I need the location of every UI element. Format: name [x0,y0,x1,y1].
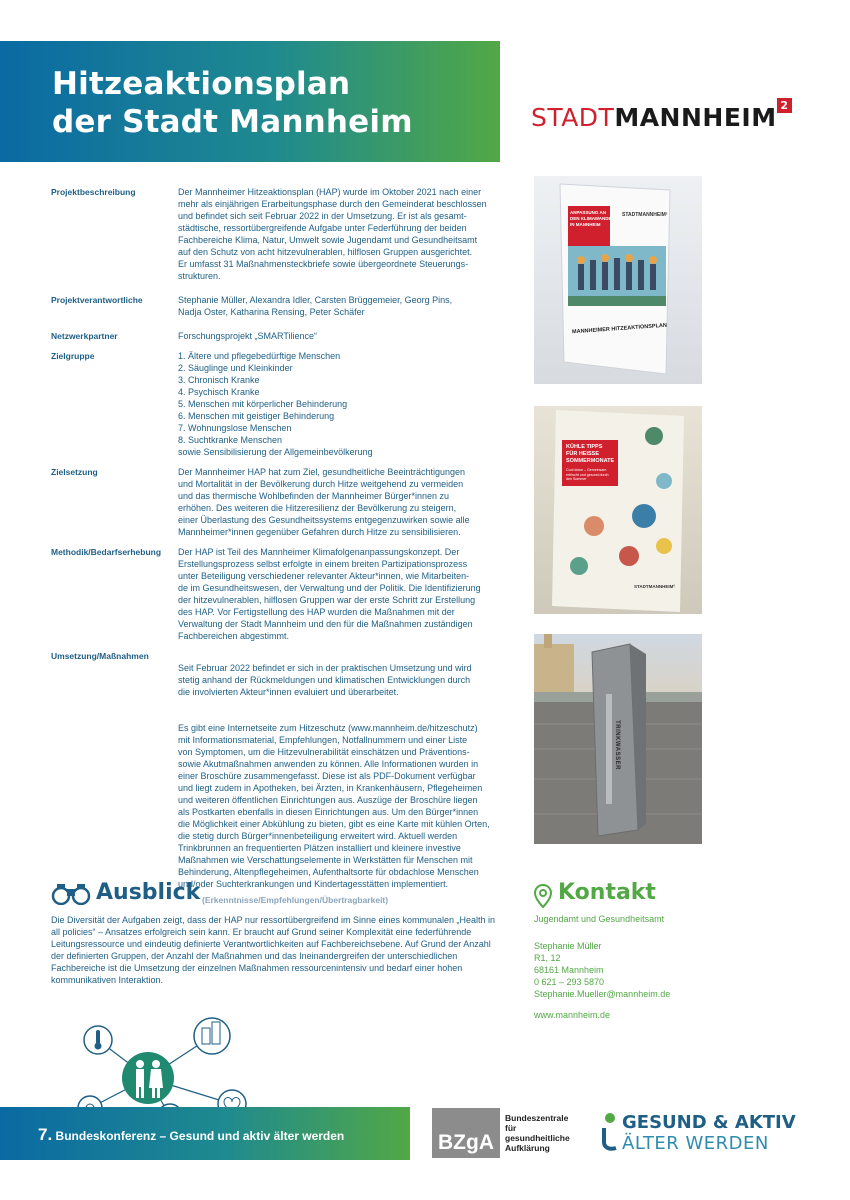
footer-bar [0,1107,410,1160]
bzga-text: Bundeszentrale für gesundheitliche Aufklärung [505,1113,570,1153]
binoculars-icon [51,883,91,905]
row-label: Netzwerkpartner [51,331,118,341]
photo-hitzeaktionsplan-brochure [534,176,702,384]
row-zielsetzung [51,466,503,550]
row-methodik [51,546,503,654]
logo-superscript: 2 [777,98,792,113]
row-umsetzung [51,650,503,914]
kontakt-heading: Kontakt [558,880,656,905]
row-label: Zielsetzung [51,467,98,477]
elderly-couple-icon [122,1052,174,1104]
photo-trinkwasser-fountain [534,634,702,844]
project-info [51,186,503,920]
tips-title: KÜHLE TIPPS FÜR HEISSE SOMMERMONATE [566,444,615,464]
row-text: Forschungsprojekt „SMARTilience“ [178,331,318,341]
row-projektverantwortliche [51,294,503,330]
kontakt-details [534,913,670,1021]
footer-conference [38,1125,344,1145]
kontakt-web[interactable]: www.mannheim.de [534,1010,611,1020]
logo-part-stadt: STADT [531,103,615,132]
kontakt-address-2: 68161 Mannheim [534,965,604,975]
photo-kuehle-tipps-brochure [534,406,702,614]
row-text: Der Mannheimer Hitzeaktionsplan (HAP) wurde im Oktober 2021 nach einer mehr als einjährigen Erarbeitungsphase durch den Gemeinderat beschlossen und befindet sich seit Februar 2022 in der Umsetzung. Er ist als gesamt- städtische, ressortübergreifende Aufgabe unter Federführung der beiden Fachbereiche Klima, Natur, Umwelt sowie Jugendamt und Gesundheitsamt auf den Schutz von acht hitzevulnerablen, hilflosen Gruppen ausgerichtet. Er umfasst 31 Maßnahmensteckbriefe sowie übergeordnete Steuerungs- strukturen. [178,187,487,281]
page-title [52,65,413,141]
fountain-label: TRINKWASSER [613,720,620,770]
brochure-cover-text: ANPASSUNG AN DEN KLIMAWANDEL IN MANNHEIM [570,210,615,227]
kontakt-email[interactable]: Stephanie.Mueller@mannheim.de [534,989,671,999]
gaaw-line-1: GESUND & AKTIV [622,1112,796,1133]
kontakt-phone: 0 621 – 293 5870 [534,977,605,987]
ausblick-subheading: (Erkenntnisse/Empfehlungen/Übertragbarkeit) [202,895,389,905]
bzga-logo: BZgA [432,1108,500,1158]
tips-brand: STADTMANNHEIM² [634,584,675,589]
row-text: Stephanie Müller, Alexandra Idler, Carsten Brüggemeier, Georg Pins, Nadja Oster, Katharina Rensing, Peter Schäfer [178,295,453,317]
row-label: Projektbeschreibung [51,187,136,197]
kontakt-org: Jugendamt und Gesundheitsamt [534,914,665,924]
gesund-aktiv-mark-icon [600,1110,620,1154]
tips-brochure-illustration [534,406,702,614]
row-label: Zielgruppe [51,351,95,361]
brochure-brand: STADTMANNHEIM² [622,212,668,218]
tips-subtitle: Cool down – Gemeinsam erfrischt und gesund durch den Sommer [566,468,609,482]
row-label: Projektverantwortliche [51,295,143,305]
ausblick-heading: Ausblick [96,880,201,905]
footer-number: 7. [38,1125,53,1144]
brochure-illustration [534,176,702,384]
row-text: Es gibt eine Internetseite zum Hitzeschutz (www.mannheim.de/hitzeschutz) mit Informationsmaterial, Empfehlungen, Notfallnummern und einer Liste von Symptomen, um die Hitzevulnerabilität einschätzen und Präventions- sowie Akutmaßnahmen anwenden zu können. Alle Informationen wurden in einer Broschüre zusammengefasst. Diese ist als PDF-Dokument verfügbar und liegt zudem in Apotheken, bei Ärzten, in Krankenhäusern, Pflegeheimen und weiteren öffentlichen Einrichtungen aus. Auszüge der Broschüre liegen als Postkarten ebenfalls in diesen Einrichtungen aus. Um den Bürger*innen die Möglichkeit einer Abkühlung zu bieten, gibt es eine Karte mit kühlen Orten, die stetig durch Bürger*innenbeteiligung erweitert wird. Aktuell werden Trinkbrunnen an frequentierten Plätzen installiert und kleinere investive Maßnahmen wie Verschattungselemente in Werkstätten für Menschen mit Behinderung, Altenpflegeheimen, Aufenthaltsorte für obdachlose Menschen und/oder Suchterkrankungen und Kindertagesstätten implementiert. [178,723,490,889]
title-line-1: Hitzeaktionsplan [52,66,351,102]
kontakt-address-1: R1, 12 [534,953,561,963]
title-line-2: der Stadt Mannheim [52,104,413,140]
brochure-bottom-text: MANNHEIMER HITZEAKTIONSPLAN [571,322,668,336]
kontakt-name: Stephanie Müller [534,941,602,951]
gaaw-line-2: ÄLTER WERDEN [622,1133,769,1154]
ausblick-text: Die Diversität der Aufgaben zeigt, dass der HAP nur ressortübergreifend im Sinne eines kommunalen „Health in all policies“ – Ansatzes erfolgreich sein kann. Er braucht auf Grund seiner Komplexität eine federführende Leitungsressource und eindeutig definierte Verantwortlichkeiten auf Fachbereichsebene. Auf Grund der Anzahl der definierten Gruppen, der Anzahl der Maßnahmen und das Ineinandergreifen der unterschiedlichen Fachbereiche ist die Umsetzung der einzelnen Maßnahmen ressourcenintensiv und bedarf einer hohen kommunikativen Interaktion. [51,915,496,985]
row-label: Methodik/Bedarfserhebung [51,547,162,557]
location-pin-icon [534,884,552,908]
stadt-mannheim-logo [531,99,789,132]
row-text: Der Mannheimer HAP hat zum Ziel, gesundheitliche Beeinträchtigungen und Mortalität in der Bevölkerung durch Hitze weitgehend zu vermeiden und das thermische Wohlbefinden der Mannheimer Bürger*innen zu erhöhen. Des weiteren die Hitzeresilienz der Bevölkerung zu steigern, einer Überlastung des Gesundheitssystems entgegenzuwirken sowie alle Mannheimer*innen gegenüber Gefahren durch Hitze zu sensibilisieren. [178,467,470,537]
row-zielgruppe [51,350,503,470]
logo-part-mannheim: MANNHEIM [614,103,777,132]
row-text: Seit Februar 2022 befindet er sich in der praktischen Umsetzung und wird stetig anhand der Rückmeldungen und klimatischen Entwicklungen durch die involvierten Akteur*innen evaluiert und überarbeitet. [178,663,472,697]
row-projektbeschreibung [51,186,503,294]
footer-text: Bundeskonferenz – Gesund und aktiv älter werden [55,1129,345,1143]
title-banner [0,41,500,162]
row-label: Umsetzung/Maßnahmen [51,651,149,661]
row-text: Der HAP ist Teil des Mannheimer Klimafolgenanpassungskonzept. Der Erstellungsprozess selbst erfolgte in einem breiten Partizipationsprozess unter Beteiligung verschiedener relevanter Akteur*innen, wie Mitarbeiten- de im Gesundheitswesen, der Verwaltung und der Politik. Die Identifizierung der hitzevulnerablen, hilflosen Gruppen war der erste Schritt zur Erstellung des HAP. Vor Fertigstellung des HAP wurden die Maßnahmen mit der Verwaltung der Stadt Mannheim und den für die Maßnahmen zuständigen Fachbereichen abgestimmt. [178,547,481,641]
row-text: 1. Ältere und pflegebedürftige Menschen 2. Säuglinge und Kleinkinder 3. Chronisch Kranke 4. Psychisch Kranke 5. Menschen mit körperlicher Behinderung 6. Menschen mit geistiger Behinderung 7. Wohnungslose Menschen 8. Suchtkranke Menschen sowie Sensibilisierung der Allgemeinbevölkerung [178,351,373,457]
